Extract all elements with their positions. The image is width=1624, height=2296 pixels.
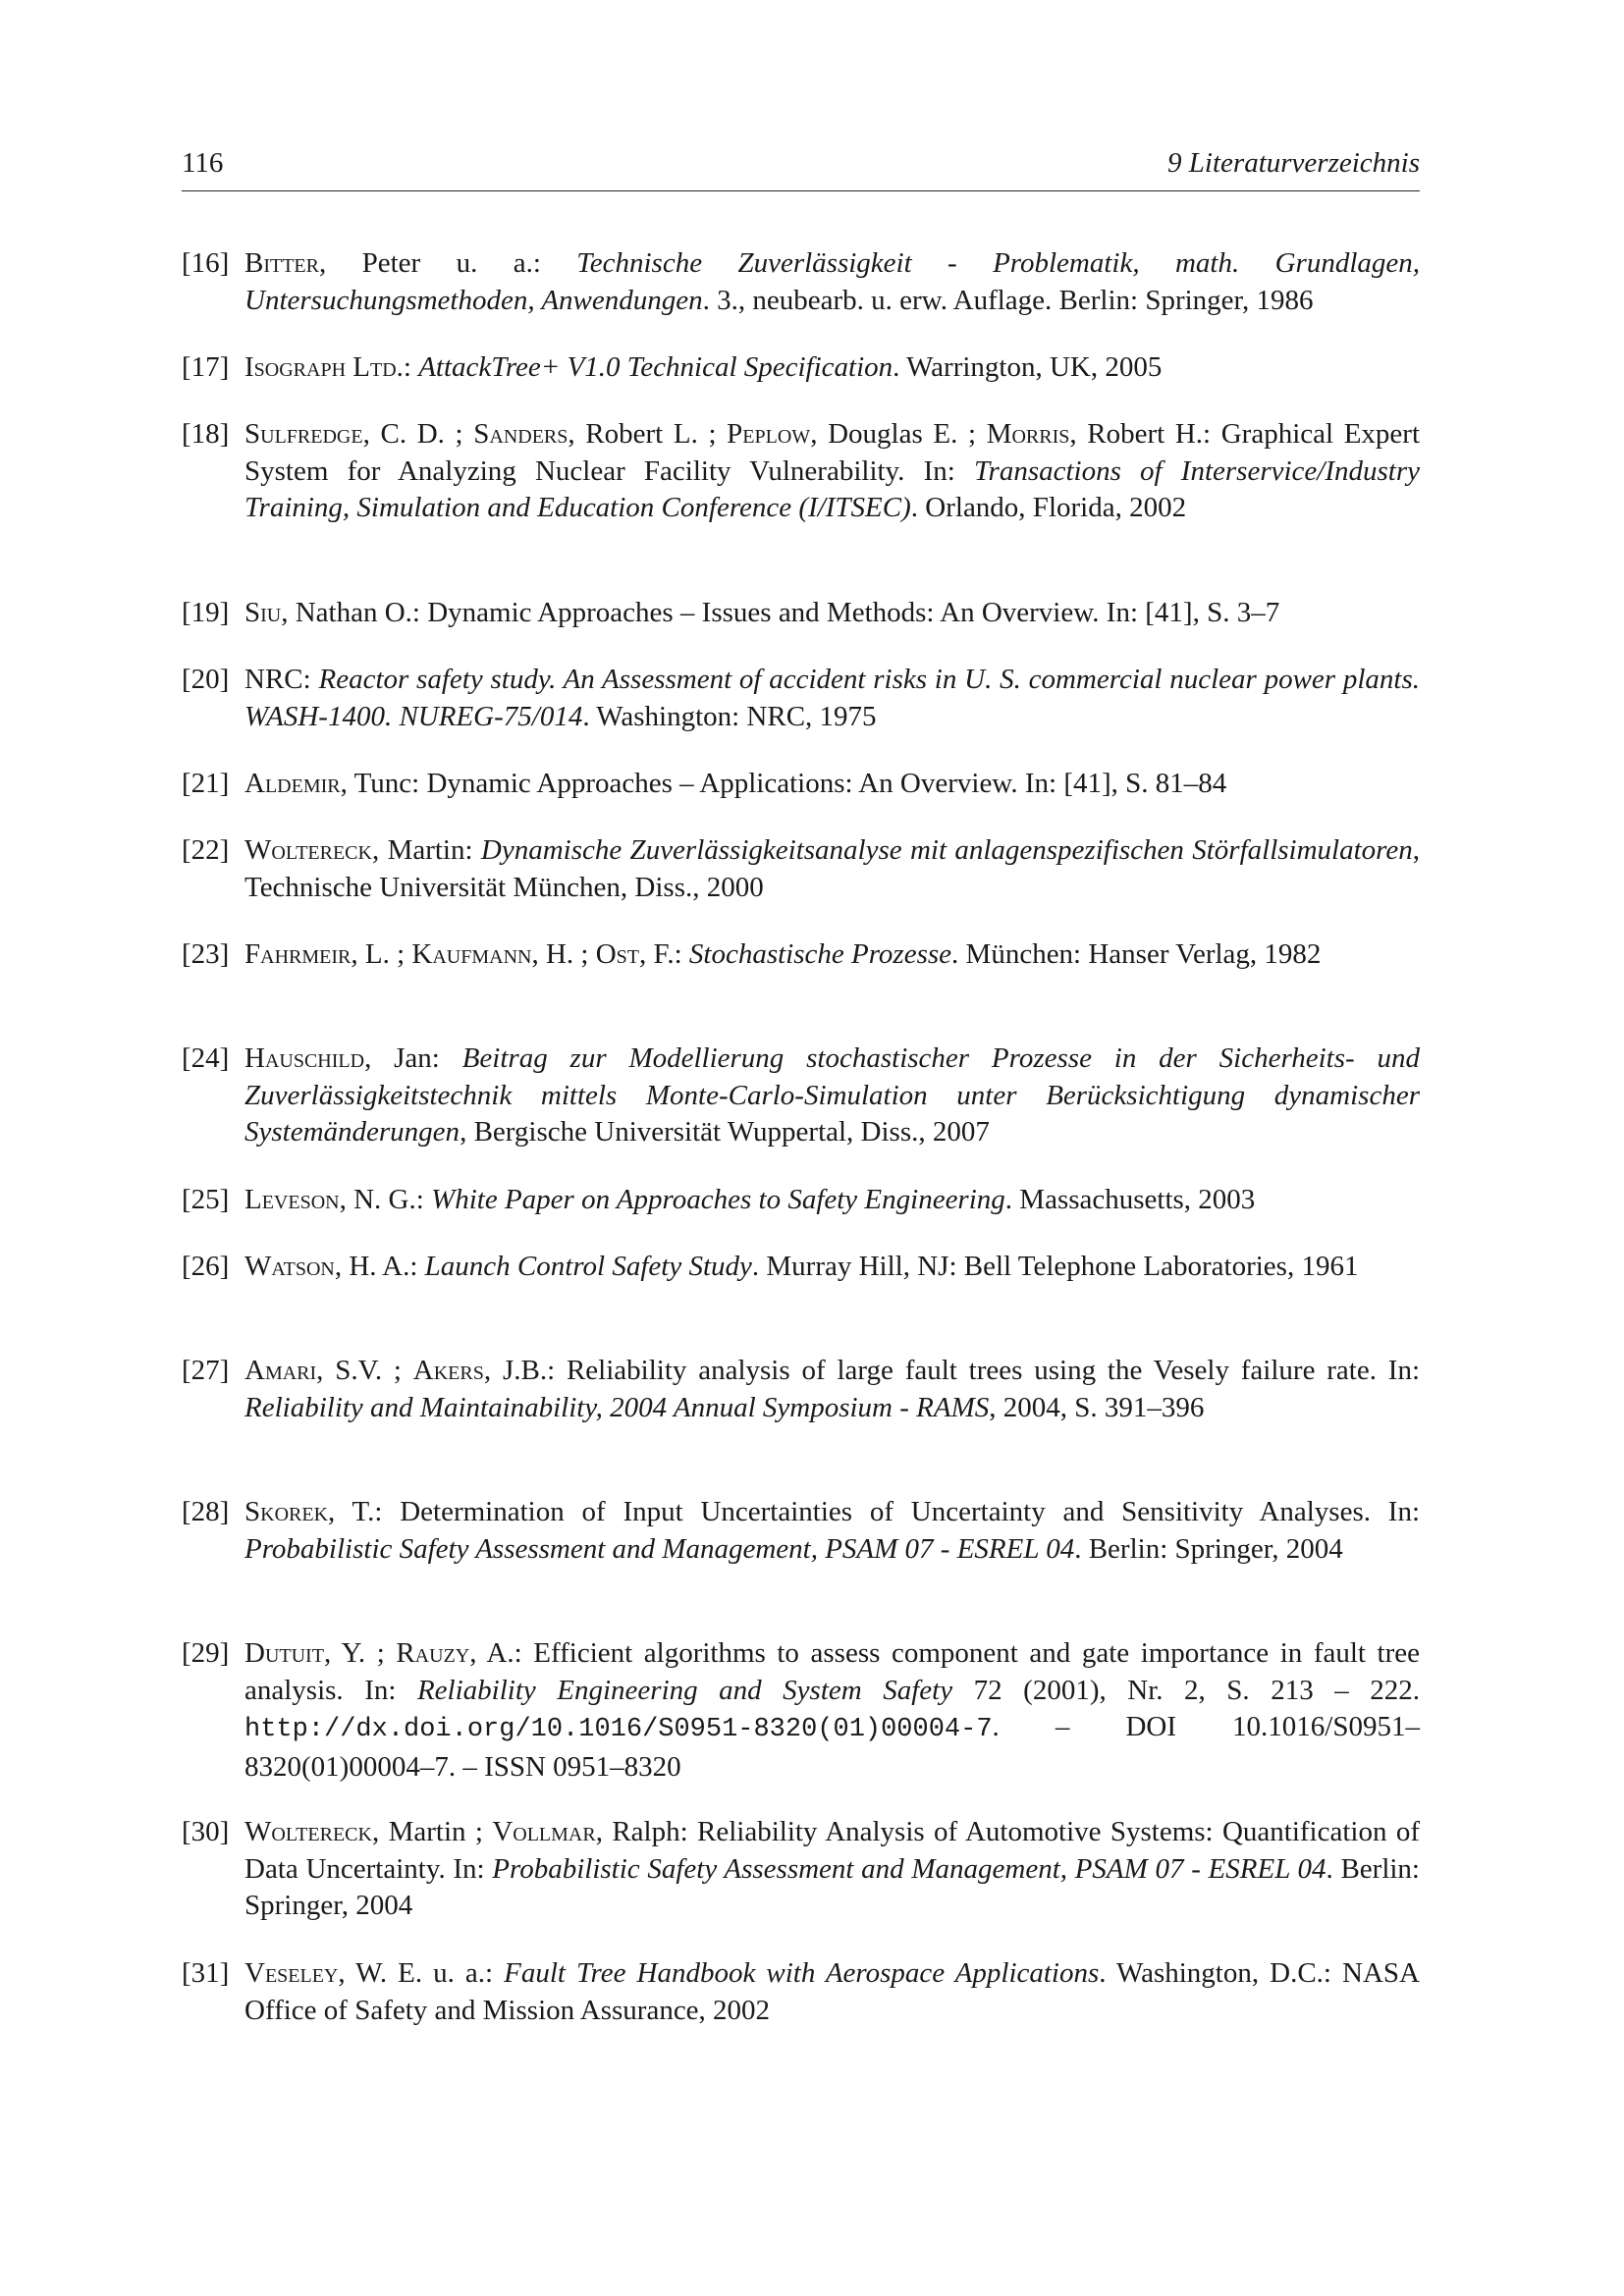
- bib-segment: , Technische Universität München, Diss., 2000: [244, 834, 1420, 903]
- author-name: Peplow: [727, 418, 811, 450]
- bib-entry: [182, 1635, 1420, 1786]
- work-title: Fault Tree Handbook with Aerospace Applications: [504, 1957, 1100, 1989]
- bib-entry: [182, 1041, 1420, 1151]
- author-name: Vollmar: [492, 1816, 596, 1847]
- bib-segment: , N. G.:: [339, 1184, 432, 1215]
- bib-label: [25]: [182, 1184, 230, 1215]
- author-name: Morris: [986, 418, 1070, 450]
- bib-label: [18]: [182, 418, 230, 450]
- work-title: Probabilistic Safety Assessment and Management, PSAM 07 - ESREL 04: [244, 1532, 1075, 1565]
- bib-segment: , Nathan O.: Dynamic Approaches – Issues and Methods: An Overview. In: [41], S. 3–7: [281, 597, 1280, 628]
- bib-segment: :: [302, 664, 319, 695]
- author-name: Siu: [244, 597, 282, 628]
- bib-entry: [182, 832, 1420, 906]
- bib-text: [244, 832, 1420, 906]
- bib-label: [19]: [182, 597, 230, 628]
- author-name: Woltereck: [244, 1816, 372, 1847]
- bib-text: [244, 1955, 1420, 2029]
- bib-label: [17]: [182, 351, 230, 383]
- author-name: Kaufmann: [411, 938, 532, 970]
- bib-segment: , F.:: [639, 938, 689, 970]
- bib-text: [244, 1353, 1420, 1426]
- bib-entry: [182, 349, 1420, 387]
- bib-segment: , Robert L. ;: [568, 418, 728, 450]
- work-title: Transactions of Interservice/Industry Training, Simulation and Education Conference (I/ITSEC): [244, 454, 1420, 523]
- author-name: Sanders: [473, 418, 568, 450]
- bib-segment: , S.V. ;: [316, 1355, 413, 1386]
- bib-segment: , C. D. ;: [362, 418, 474, 450]
- bib-segment: , J.B.: Reliability analysis of large fault trees using the Vesely failure rate. In:: [483, 1355, 1421, 1386]
- work-title: Reliability and Maintainability, 2004 Annual Symposium - RAMS: [244, 1391, 990, 1423]
- bib-segment: , H. ;: [531, 938, 596, 970]
- bib-entry: [182, 1249, 1420, 1286]
- author-name: Veseley: [244, 1957, 339, 1989]
- bib-text: [244, 245, 1420, 319]
- running-title: 9 Literaturverzeichnis: [1167, 147, 1420, 179]
- author-name: Rauzy: [396, 1637, 470, 1669]
- bib-segment: . Washington: NRC, 1975: [582, 700, 877, 732]
- bib-segment: , Martin:: [371, 834, 481, 866]
- bib-segment: , T.: Determination of Input Uncertainties of Uncertainty and Sensitivity Analyses. In:: [328, 1496, 1420, 1527]
- bib-segment: , W. E. u. a.:: [338, 1957, 505, 1989]
- bib-label: [16]: [182, 247, 230, 279]
- bib-segment: , Martin ;: [371, 1816, 493, 1847]
- bib-text: [244, 766, 1420, 803]
- page-header: [182, 147, 1420, 191]
- bib-label: [31]: [182, 1957, 230, 1989]
- bib-entry: [182, 662, 1420, 735]
- bib-label: [30]: [182, 1816, 230, 1847]
- bib-segment: . München: Hanser Verlag, 1982: [951, 938, 1322, 970]
- author-name: Sulfredge: [244, 418, 363, 450]
- bib-label: [23]: [182, 938, 230, 970]
- bib-text: [244, 416, 1420, 527]
- bib-segment: . 3., neubearb. u. erw. Auflage. Berlin: Springer, 1986: [702, 284, 1314, 316]
- bib-label: [26]: [182, 1251, 230, 1282]
- bib-segment: . Murray Hill, NJ: Bell Telephone Laboratories, 1961: [751, 1251, 1359, 1282]
- work-title: AttackTree+ V1.0 Technical Specification: [418, 351, 893, 383]
- bib-entry: [182, 416, 1420, 527]
- work-title: Reliability Engineering and System Safety: [416, 1674, 953, 1706]
- bib-segment: . Massachusetts, 2003: [1004, 1184, 1256, 1215]
- bib-segment: , Ralph: Reliability Analysis of Automotive Systems: Quantification of Data Uncertainty. In:: [244, 1816, 1420, 1885]
- bib-label: [29]: [182, 1637, 230, 1669]
- bib-text: [244, 1182, 1420, 1219]
- bib-text: [244, 1249, 1420, 1286]
- author-name: NRC: [244, 664, 303, 695]
- bib-segment: , Tunc: Dynamic Approaches – Applications: An Overview. In: [41], S. 81–84: [340, 768, 1227, 799]
- bib-label: [20]: [182, 664, 230, 695]
- work-title: White Paper on Approaches to Safety Engineering: [431, 1184, 1005, 1215]
- author-name: Hauschild: [244, 1042, 365, 1074]
- bib-segment: :: [403, 351, 419, 383]
- bib-segment: . Warrington, UK, 2005: [893, 351, 1163, 383]
- work-title: Reactor safety study. An Assessment of accident risks in U. S. commercial nuclear power plants. WASH-1400. NUREG-75/014: [244, 664, 1420, 732]
- author-name: Leveson: [244, 1184, 340, 1215]
- bib-text: [244, 662, 1420, 735]
- bib-text: [244, 349, 1420, 387]
- bib-segment: , Y. ;: [323, 1637, 397, 1669]
- author-name: Aldemir: [244, 768, 341, 799]
- author-name: Skorek: [244, 1496, 329, 1527]
- bib-entry: [182, 766, 1420, 803]
- bib-entry: [182, 595, 1420, 632]
- bib-segment: , 2004, S. 391–396: [989, 1391, 1205, 1423]
- bib-segment: . Orlando, Florida, 2002: [910, 492, 1187, 523]
- bib-segment: 72 (2001), Nr. 2, S. 213 – 222.: [952, 1674, 1420, 1706]
- bib-entry: [182, 1494, 1420, 1568]
- bib-entry: [182, 1353, 1420, 1426]
- bib-segment: , H. A.:: [334, 1251, 425, 1282]
- bib-entry: [182, 1955, 1420, 2029]
- author-name: Bitter: [244, 247, 319, 279]
- author-name: Akers: [412, 1355, 484, 1386]
- bib-segment: , Douglas E. ;: [810, 418, 987, 450]
- bib-segment: , L. ;: [351, 938, 412, 970]
- doi-link[interactable]: http://dx.doi.org/10.1016/S0951-8320(01)00004-7: [244, 1715, 993, 1744]
- author-name: Woltereck: [244, 834, 372, 866]
- bib-label: [22]: [182, 834, 230, 866]
- work-title: Probabilistic Safety Assessment and Management, PSAM 07 - ESREL 04: [492, 1852, 1326, 1885]
- bib-entry: [182, 936, 1420, 974]
- bib-segment: , Bergische Universität Wuppertal, Diss., 2007: [460, 1116, 990, 1148]
- bib-label: [27]: [182, 1355, 230, 1386]
- author-name: Dutuit: [244, 1637, 324, 1669]
- bib-entry: [182, 1814, 1420, 1925]
- bib-text: [244, 936, 1420, 974]
- author-name: Ost: [595, 938, 640, 970]
- bib-entry: [182, 245, 1420, 319]
- bib-segment: , Jan:: [364, 1042, 462, 1074]
- bib-segment: , Peter u. a.:: [319, 247, 577, 279]
- bib-label: [28]: [182, 1496, 230, 1527]
- bib-text: [244, 1041, 1420, 1151]
- work-title: Technische Zuverlässigkeit - Problematik, math. Grundlagen, Untersuchungsmethoden, Anwendungen: [244, 247, 1421, 316]
- work-title: Stochastische Prozesse: [688, 938, 952, 970]
- bib-text: [244, 1814, 1420, 1925]
- author-name: Amari: [244, 1355, 317, 1386]
- author-name: Watson: [244, 1251, 335, 1282]
- bib-segment: , Robert H.: Graphical Expert System for Analyzing Nuclear Facility Vulnerability. In:: [244, 418, 1421, 487]
- bib-text: [244, 1635, 1420, 1786]
- bib-label: [24]: [182, 1042, 230, 1074]
- bib-segment: . – DOI 10.1016/S0951–8320(01)00004–7. – ISSN 0951–8320: [244, 1711, 1420, 1783]
- bib-segment: . Berlin: Springer, 2004: [1074, 1532, 1343, 1565]
- bib-segment: . Berlin: Springer, 2004: [244, 1852, 1420, 1921]
- work-title: Beitrag zur Modellierung stochastischer Prozesse in der Sicherheits- und Zuverlässigkeitstechnik mittels Monte-Carlo-Simulation unter Berücksichtigung dynamischer Systemänderungen: [244, 1042, 1421, 1148]
- bib-entry: [182, 1182, 1420, 1219]
- bib-segment: . Washington, D.C.: NASA Office of Safety and Mission Assurance, 2002: [244, 1957, 1420, 2026]
- work-title: Dynamische Zuverlässigkeitsanalyse mit anlagenspezifischen Störfallsimulatoren: [480, 834, 1413, 866]
- bib-text: [244, 1494, 1420, 1568]
- bib-label: [21]: [182, 768, 230, 799]
- work-title: Launch Control Safety Study: [424, 1251, 752, 1282]
- page-number: 116: [182, 147, 224, 179]
- author-name: Fahrmeir: [244, 938, 352, 970]
- author-name: Isograph Ltd.: [244, 351, 404, 383]
- bib-segment: , A.: Efficient algorithms to assess component and gate importance in fault tree analysis. In:: [244, 1637, 1421, 1706]
- bib-text: [244, 595, 1420, 632]
